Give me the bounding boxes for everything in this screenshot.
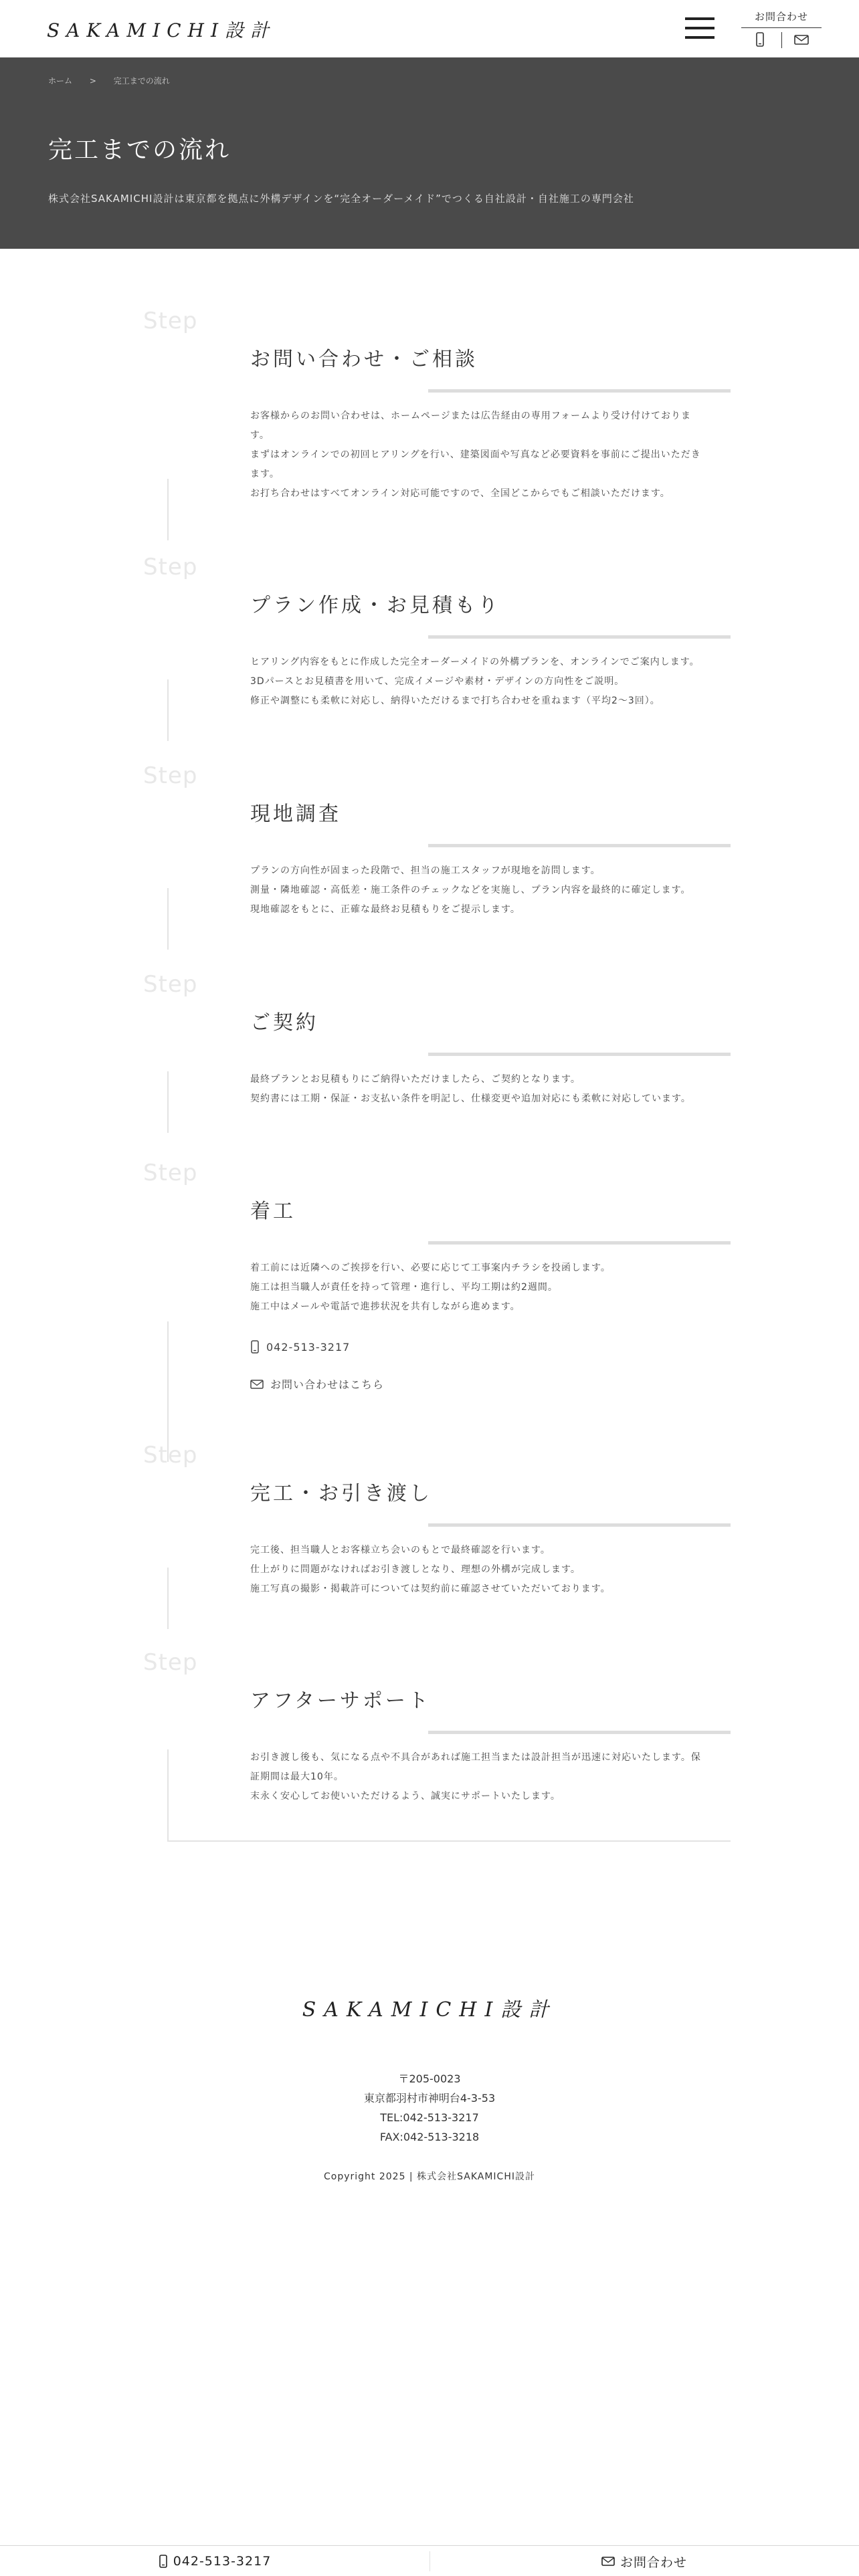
step-label: Step [143, 1442, 198, 1469]
step-text: まずはオンラインでの初回ヒアリングを行い、建築図面や写真など必要資料を事前にご提出いただき [250, 449, 701, 460]
breadcrumb-current: 完工までの流れ [113, 76, 170, 86]
footer-tel: TEL:042-513-3217 [380, 2111, 479, 2124]
step-divider [428, 844, 731, 847]
step-connector [167, 1568, 169, 1629]
step-divider [428, 1241, 731, 1245]
phone-icon [250, 1340, 260, 1354]
footer-address: 東京都羽村市神明台4-3-53 [363, 2092, 496, 2105]
step-connector [167, 888, 169, 950]
step-label: Step [143, 762, 198, 789]
step-body [250, 861, 732, 920]
step-title: アフターサポート [250, 1689, 431, 1713]
step-text: ヒアリング内容をもとに作成した完全オーダーメイドの外構プランを、オンラインでご案内します。 [250, 657, 700, 667]
site-header [0, 0, 859, 58]
step-title: 完工・お引き渡し [250, 1482, 432, 1505]
step-text: 修正や調整にも柔軟に対応し、納得いただけるまで打ち合わせを重ねます（平均2〜3回）。 [250, 695, 660, 706]
step-body [250, 1541, 732, 1599]
step-phone-number: 042-513-3217 [266, 1340, 351, 1354]
step-text: 現地確認をもとに、正確な最終お見積もりをご提示します。 [250, 904, 520, 915]
step-text: 施工中はメールや電話で進捗状況を共有しながら進めます。 [250, 1301, 520, 1312]
step-connector [167, 1749, 169, 1842]
step-text: 着工前には近隣へのご挨拶を行い、必要に応じて工事案内チラシを投函します。 [250, 1263, 611, 1273]
step-title: 現地調査 [250, 802, 341, 826]
mail-icon [250, 1379, 264, 1390]
bottom-phone-button[interactable] [0, 2546, 430, 2576]
header-contact [741, 9, 822, 51]
step-text: す。 [250, 430, 270, 441]
step-connector [167, 1321, 169, 1462]
step-contact-link[interactable] [250, 1376, 384, 1392]
step-connector [167, 1071, 169, 1133]
bottom-contact-bar [0, 2545, 859, 2576]
step-text: お打ち合わせはすべてオンライン対応可能ですので、全国どこからでもご相談いただけます。 [250, 488, 670, 499]
phone-icon [159, 2555, 168, 2568]
footer-info [0, 2069, 859, 2147]
step-divider [428, 1731, 731, 1734]
breadcrumb [48, 75, 185, 86]
step-divider [428, 635, 731, 639]
phone-icon[interactable] [753, 32, 767, 49]
step-phone-link[interactable] [250, 1340, 350, 1354]
footer-logo-text: SAKAMICHI設計 [302, 1998, 557, 2022]
step-divider [428, 1523, 731, 1527]
step-body [250, 1070, 732, 1109]
step-text: 測量・隣地確認・高低差・施工条件のチェックなどを実施し、プラン内容を最終的に確定します。 [250, 885, 691, 895]
step-divider [428, 1053, 731, 1056]
step-label: Step [143, 971, 198, 998]
step-text: 最終プランとお見積もりにご納得いただけましたら、ご契約となります。 [250, 1074, 581, 1085]
logo-text: SAKAMICHI設計 [47, 19, 276, 41]
footer-fax: FAX:042-513-3218 [379, 2131, 480, 2143]
step-contact-label: お問い合わせはこちら [270, 1378, 385, 1391]
step-title: プラン作成・お見積もり [250, 594, 500, 617]
step-text: プランの方向性が固まった段階で、担当の施工スタッフが現地を訪問します。 [250, 865, 601, 876]
bottom-phone-number: 042-513-3217 [173, 2554, 272, 2569]
step-body [250, 653, 732, 711]
step-divider [428, 389, 731, 393]
step-title: 着工 [250, 1200, 296, 1223]
hero-description: 株式会社SAKAMICHI設計は東京都を拠点に外構デザインを“完全オーダーメイド”でつくる自社設計・自社施工の専門会社 [48, 193, 634, 205]
step-label: Step [143, 1649, 198, 1676]
bottom-contact-button[interactable] [430, 2546, 859, 2576]
page-title: 完工までの流れ [48, 136, 231, 164]
step-text: 末永く安心してお使いいただけるよう、誠実にサポートいたします。 [250, 1791, 561, 1802]
step-label: Step [143, 554, 198, 580]
site-logo[interactable] [47, 16, 276, 43]
breadcrumb-home[interactable]: ホーム [48, 76, 73, 86]
step-body [250, 1259, 732, 1317]
step-label: Step [143, 1160, 198, 1186]
step-text: 契約書には工期・保証・お支払い条件を明記し、仕様変更や追加対応にも柔軟に対応しています。 [250, 1093, 691, 1104]
header-contact-label: お問合わせ [754, 11, 808, 23]
footer-logo[interactable] [0, 1993, 859, 2022]
step-text: 3Dパースとお見積書を用いて、完成イメージや素材・デザインの方向性をご説明。 [250, 676, 625, 687]
step-text: お引き渡し後も、気になる点や不具合があれば施工担当または設計担当が迅速に対応いたします。保 [250, 1752, 701, 1763]
step-text: 施工写真の撮影・掲載許可については契約前に確認させていただいております。 [250, 1584, 611, 1594]
copyright: Copyright 2025 | 株式会社SAKAMICHI設計 [324, 2171, 535, 2182]
step-text: ます。 [250, 469, 280, 479]
step-text: 施工は担当職人が責任を持って管理・進行し、平均工期は約2週間。 [250, 1282, 558, 1293]
footer-postal: 〒205-0023 [398, 2072, 461, 2085]
steps-end-line [169, 1840, 731, 1842]
step-text: 仕上がりに問題がなければお引き渡しとなり、理想の外構が完成します。 [250, 1564, 581, 1575]
step-label: Step [143, 308, 198, 334]
mail-icon[interactable] [793, 32, 809, 49]
menu-icon[interactable] [685, 16, 714, 40]
step-body [250, 407, 732, 504]
page-hero [0, 58, 859, 249]
step-text: 完工後、担当職人とお客様立ち会いのもとで最終確認を行います。 [250, 1545, 551, 1555]
step-body [250, 1748, 732, 1806]
step-text: 証期間は最大10年。 [250, 1772, 344, 1782]
mail-icon [601, 2556, 615, 2567]
step-connector [167, 479, 169, 540]
step-connector [167, 679, 169, 741]
breadcrumb-separator: > [89, 76, 96, 86]
bottom-contact-label: お問合わせ [619, 2555, 687, 2570]
step-text: お客様からのお問い合わせは、ホームページまたは広告経由の専用フォームより受け付けておりま [250, 411, 692, 421]
step-title: ご契約 [250, 1011, 318, 1035]
step-title: お問い合わせ・ご相談 [250, 348, 478, 371]
